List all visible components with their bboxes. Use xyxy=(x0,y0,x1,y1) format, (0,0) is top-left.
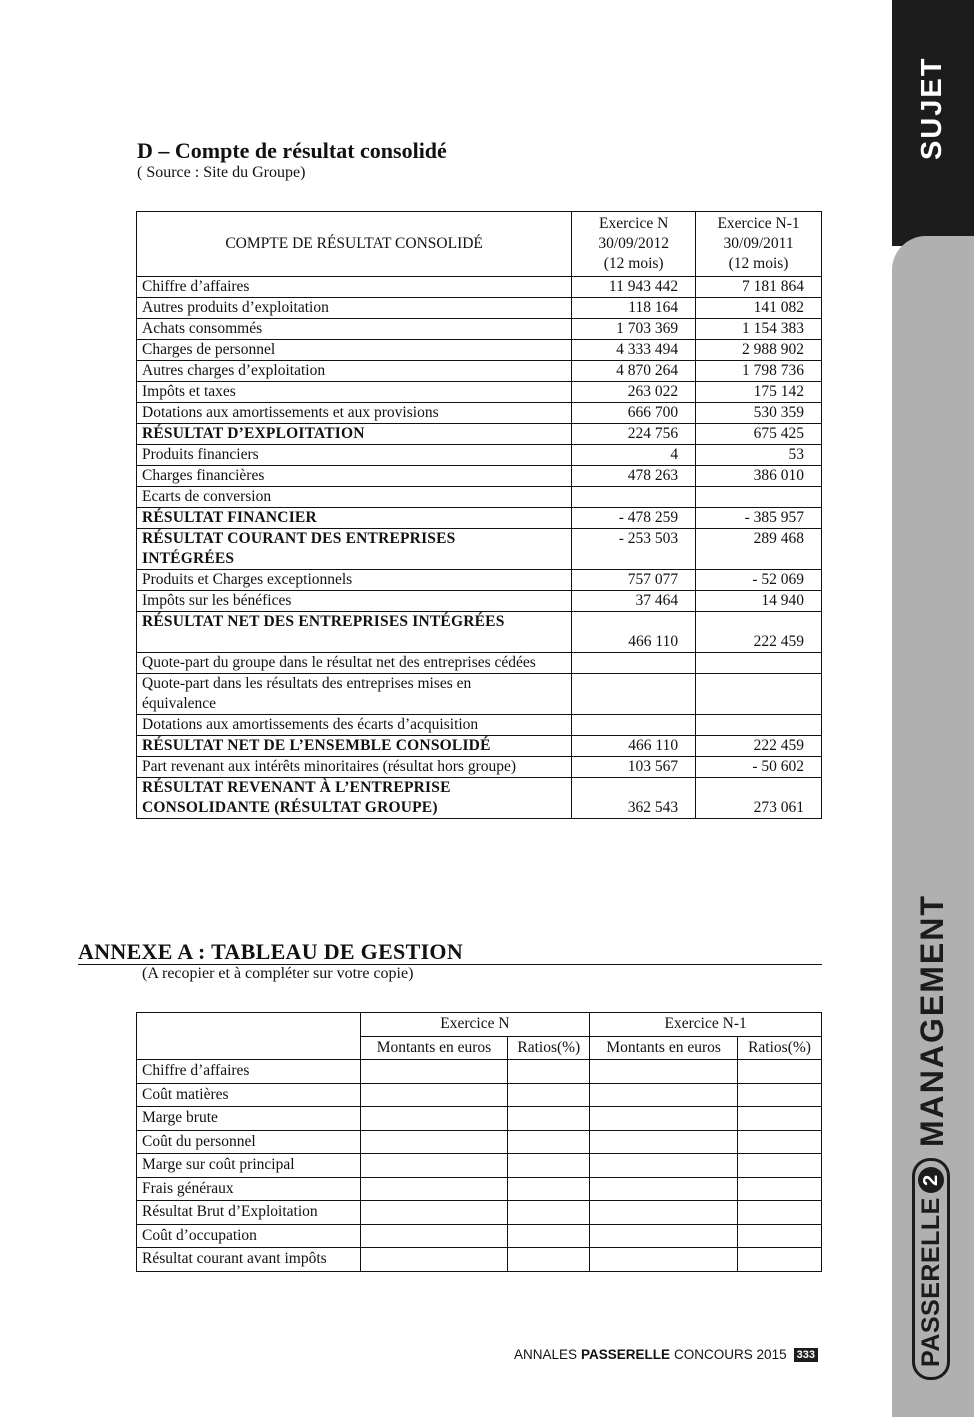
header-n1-line: 30/09/2011 xyxy=(723,235,794,252)
row-label: Dotations aux amortissements et aux provisions xyxy=(137,403,572,424)
row-label: Part revenant aux intérêts minoritaires (résultat hors groupe) xyxy=(137,757,572,778)
value-n: 1 703 369 xyxy=(572,319,696,340)
empty-cell xyxy=(738,1201,822,1225)
section-title: D – Compte de résultat consolidé xyxy=(137,138,447,163)
empty-cell xyxy=(590,1107,738,1131)
table-row xyxy=(137,1107,822,1131)
row-label: Produits financiers xyxy=(137,445,572,466)
empty-cell xyxy=(508,1083,590,1107)
footer-suffix: CONCOURS 2015 xyxy=(674,1347,787,1362)
empty-cell xyxy=(738,1248,822,1272)
page-number: 333 xyxy=(794,1348,818,1362)
table-row xyxy=(137,591,822,612)
sidebar-management-label: MANAGEMENT xyxy=(914,894,950,1147)
header-exercice-n: Exercice N xyxy=(360,1013,590,1037)
row-label: Chiffre d’affaires xyxy=(137,277,572,298)
row-label: RÉSULTAT FINANCIER xyxy=(137,508,572,529)
empty-cell xyxy=(590,1130,738,1154)
empty-cell xyxy=(590,1177,738,1201)
value-n: - 253 503 xyxy=(572,529,696,570)
table-row xyxy=(137,653,822,674)
row-label: RÉSULTAT COURANT DES ENTREPRISES INTÉGRÉES xyxy=(137,529,572,570)
row-label: Ecarts de conversion xyxy=(137,487,572,508)
table-row xyxy=(137,674,822,715)
value-n1 xyxy=(696,653,822,674)
table-row xyxy=(137,466,822,487)
empty-cell xyxy=(738,1083,822,1107)
row-label: Coût d’occupation xyxy=(137,1224,361,1248)
empty-cell xyxy=(360,1248,508,1272)
value-n1: 289 468 xyxy=(696,529,822,570)
row-label: Dotations aux amortissements des écarts d’acquisition xyxy=(137,715,572,736)
value-n1: 1 154 383 xyxy=(696,319,822,340)
empty-cell xyxy=(590,1060,738,1084)
value-n1: 222 459 xyxy=(696,612,822,653)
value-n xyxy=(572,674,696,715)
row-label: Impôts et taxes xyxy=(137,382,572,403)
table-row xyxy=(137,382,822,403)
table-row xyxy=(137,403,822,424)
row-label: Chiffre d’affaires xyxy=(137,1060,361,1084)
empty-cell xyxy=(738,1154,822,1178)
value-n: 4 xyxy=(572,445,696,466)
empty-cell xyxy=(738,1130,822,1154)
value-n1: 273 061 xyxy=(696,778,822,819)
row-label: Quote-part dans les résultats des entreprises mises en équivalence xyxy=(137,674,572,715)
empty-cell xyxy=(590,1201,738,1225)
empty-cell xyxy=(360,1060,508,1084)
passerelle-logo xyxy=(912,1158,950,1380)
row-label: Autres charges d’exploitation xyxy=(137,361,572,382)
blank-header-cell xyxy=(137,1013,361,1060)
value-n: 466 110 xyxy=(572,736,696,757)
empty-cell xyxy=(590,1083,738,1107)
value-n: 757 077 xyxy=(572,570,696,591)
empty-cell xyxy=(508,1060,590,1084)
empty-cell xyxy=(590,1224,738,1248)
row-label: Quote-part du groupe dans le résultat net des entreprises cédées xyxy=(137,653,572,674)
row-label: Achats consommés xyxy=(137,319,572,340)
value-n: 478 263 xyxy=(572,466,696,487)
footer-brand: PASSERELLE xyxy=(581,1347,671,1362)
annex-subtitle: (A recopier et à compléter sur votre copie) xyxy=(142,965,414,982)
value-n1: 7 181 864 xyxy=(696,277,822,298)
row-label: RÉSULTAT D’EXPLOITATION xyxy=(137,424,572,445)
subheader-amount-n1: Montants en euros xyxy=(590,1036,738,1060)
table-row xyxy=(137,1083,822,1107)
table-row xyxy=(137,508,822,529)
value-n1: 14 940 xyxy=(696,591,822,612)
row-label: RÉSULTAT REVENANT À L’ENTREPRISE CONSOLIDANTE (RÉSULTAT GROUPE) xyxy=(137,778,572,819)
row-label: Impôts sur les bénéfices xyxy=(137,591,572,612)
income-statement-table xyxy=(136,211,822,819)
empty-cell xyxy=(360,1130,508,1154)
table-header-row xyxy=(137,212,822,277)
header-n-line: (12 mois) xyxy=(603,255,664,272)
value-n: 362 543 xyxy=(572,778,696,819)
header-col-n xyxy=(572,212,696,277)
value-n1: 222 459 xyxy=(696,736,822,757)
header-exercice-n1: Exercice N-1 xyxy=(590,1013,822,1037)
empty-cell xyxy=(508,1224,590,1248)
row-label: Frais généraux xyxy=(137,1177,361,1201)
table-row xyxy=(137,319,822,340)
row-label: Coût du personnel xyxy=(137,1130,361,1154)
table-row xyxy=(137,778,822,819)
empty-cell xyxy=(508,1248,590,1272)
value-n1: 175 142 xyxy=(696,382,822,403)
value-n1 xyxy=(696,715,822,736)
subheader-ratio-n1: Ratios(%) xyxy=(738,1036,822,1060)
row-label: Charges de personnel xyxy=(137,340,572,361)
table-row xyxy=(137,487,822,508)
row-label: Résultat courant avant impôts xyxy=(137,1248,361,1272)
row-label: Produits et Charges exceptionnels xyxy=(137,570,572,591)
table-row xyxy=(137,1130,822,1154)
value-n1: - 50 602 xyxy=(696,757,822,778)
header-n-line: 30/09/2012 xyxy=(598,235,669,252)
value-n xyxy=(572,715,696,736)
subheader-ratio-n: Ratios(%) xyxy=(508,1036,590,1060)
value-n1: 386 010 xyxy=(696,466,822,487)
header-n1-line: Exercice N-1 xyxy=(717,215,800,232)
table-row xyxy=(137,424,822,445)
value-n1 xyxy=(696,674,822,715)
annex-title: ANNEXE A : TABLEAU DE GESTION xyxy=(78,939,464,964)
empty-cell xyxy=(360,1154,508,1178)
value-n1: 53 xyxy=(696,445,822,466)
table-row xyxy=(137,529,822,570)
row-label: Résultat Brut d’Exploitation xyxy=(137,1201,361,1225)
empty-cell xyxy=(508,1177,590,1201)
section-source: ( Source : Site du Groupe) xyxy=(137,164,306,181)
empty-cell xyxy=(508,1154,590,1178)
table-row xyxy=(137,1248,822,1272)
table-row xyxy=(137,340,822,361)
table-row xyxy=(137,715,822,736)
value-n: 224 756 xyxy=(572,424,696,445)
empty-cell xyxy=(508,1130,590,1154)
row-label: RÉSULTAT NET DE L’ENSEMBLE CONSOLIDÉ xyxy=(137,736,572,757)
header-n-line: Exercice N xyxy=(599,215,669,232)
empty-cell xyxy=(590,1154,738,1178)
table-row xyxy=(137,570,822,591)
table-row xyxy=(137,445,822,466)
value-n1: 141 082 xyxy=(696,298,822,319)
value-n: 263 022 xyxy=(572,382,696,403)
value-n: 118 164 xyxy=(572,298,696,319)
empty-cell xyxy=(360,1224,508,1248)
row-label: Coût matières xyxy=(137,1083,361,1107)
value-n1: 530 359 xyxy=(696,403,822,424)
value-n: 466 110 xyxy=(572,612,696,653)
empty-cell xyxy=(590,1248,738,1272)
value-n xyxy=(572,653,696,674)
empty-cell xyxy=(360,1201,508,1225)
empty-cell xyxy=(360,1177,508,1201)
table-row xyxy=(137,1177,822,1201)
header-col-n1 xyxy=(696,212,822,277)
row-label: Marge sur coût principal xyxy=(137,1154,361,1178)
table-row xyxy=(137,1224,822,1248)
subheader-amount-n: Montants en euros xyxy=(360,1036,508,1060)
empty-cell xyxy=(738,1224,822,1248)
value-n xyxy=(572,487,696,508)
table-row xyxy=(137,361,822,382)
row-label: RÉSULTAT NET DES ENTREPRISES INTÉGRÉES xyxy=(137,612,572,653)
table-row xyxy=(137,1201,822,1225)
empty-cell xyxy=(738,1060,822,1084)
header-n1-line: (12 mois) xyxy=(728,255,789,272)
table-row xyxy=(137,1060,822,1084)
value-n: 11 943 442 xyxy=(572,277,696,298)
value-n: 37 464 xyxy=(572,591,696,612)
value-n1: 1 798 736 xyxy=(696,361,822,382)
row-label: Marge brute xyxy=(137,1107,361,1131)
management-table xyxy=(136,1012,822,1272)
table-header-row xyxy=(137,1013,822,1037)
row-label: Charges financières xyxy=(137,466,572,487)
logo-number: 2 xyxy=(918,1167,944,1193)
value-n1: 2 988 902 xyxy=(696,340,822,361)
value-n: 103 567 xyxy=(572,757,696,778)
table-row xyxy=(137,612,822,653)
value-n: - 478 259 xyxy=(572,508,696,529)
value-n1: 675 425 xyxy=(696,424,822,445)
value-n1: - 52 069 xyxy=(696,570,822,591)
empty-cell xyxy=(360,1107,508,1131)
table-row xyxy=(137,277,822,298)
table-row xyxy=(137,298,822,319)
table-row xyxy=(137,757,822,778)
header-label: COMPTE DE RÉSULTAT CONSOLIDÉ xyxy=(137,212,572,277)
row-label: Autres produits d’exploitation xyxy=(137,298,572,319)
empty-cell xyxy=(360,1083,508,1107)
page-footer xyxy=(514,1347,818,1362)
footer-prefix: ANNALES xyxy=(514,1347,578,1362)
value-n1: - 385 957 xyxy=(696,508,822,529)
table-row xyxy=(137,1154,822,1178)
value-n: 666 700 xyxy=(572,403,696,424)
sidebar-sujet-label: SUJET xyxy=(916,56,948,160)
value-n: 4 870 264 xyxy=(572,361,696,382)
logo-text: PASSERELLE xyxy=(917,1197,945,1367)
empty-cell xyxy=(508,1107,590,1131)
table-row xyxy=(137,736,822,757)
empty-cell xyxy=(508,1201,590,1225)
empty-cell xyxy=(738,1107,822,1131)
empty-cell xyxy=(738,1177,822,1201)
value-n: 4 333 494 xyxy=(572,340,696,361)
value-n1 xyxy=(696,487,822,508)
